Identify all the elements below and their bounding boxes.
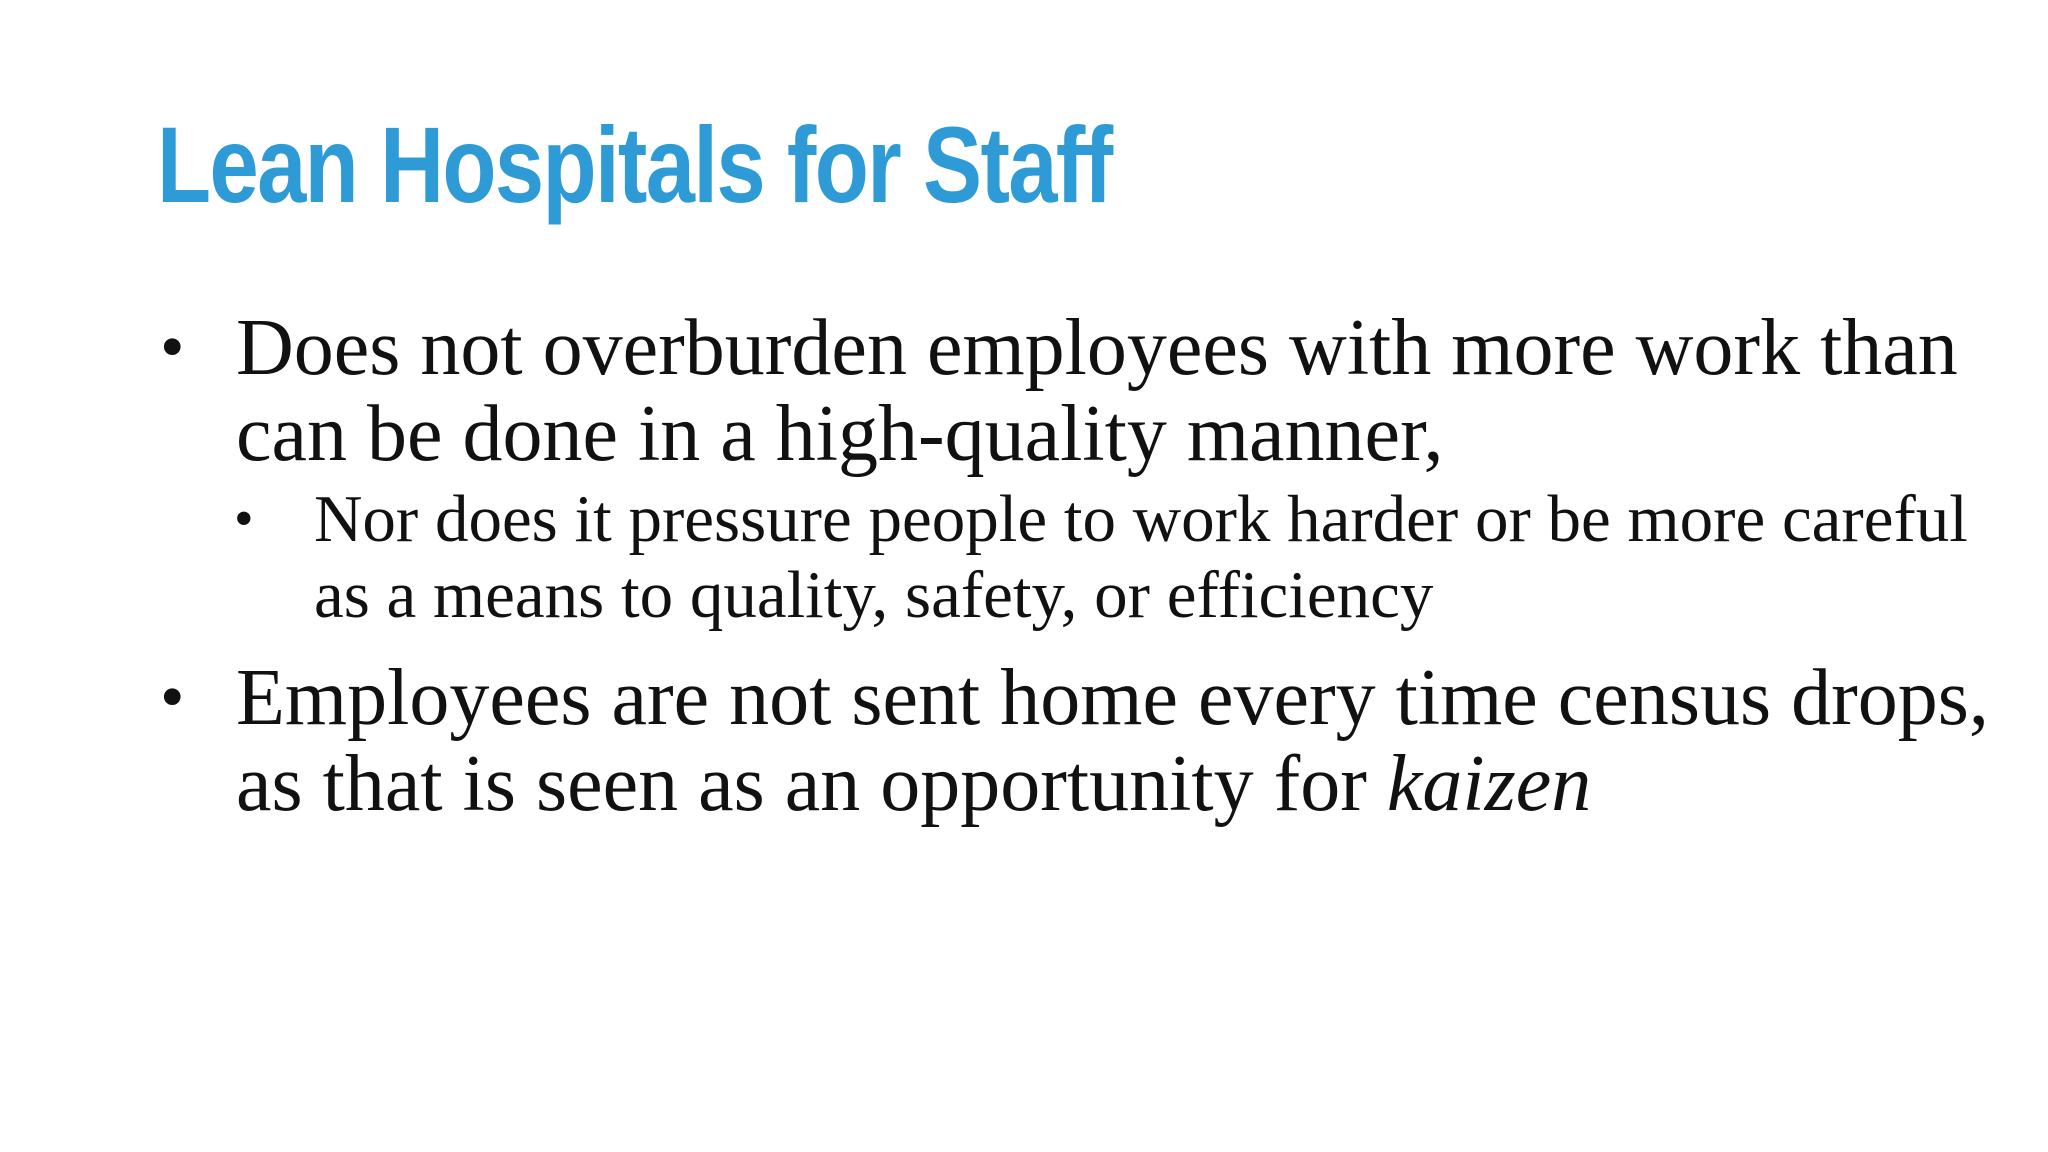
bullet-item [150, 305, 2000, 477]
bullet-text: Employees are not sent home every time census drops, as that is seen as an opportunity for [236, 654, 1989, 828]
bullet-item [150, 655, 2000, 827]
slide-title: Lean Hospitals for Staff [157, 104, 1112, 225]
sub-bullet-text: Nor does it pressure people to work harder or be more careful as a means to quality, safety, or efficiency [314, 482, 1968, 632]
bullet-icon: • [160, 309, 185, 386]
sub-bullet-icon: • [234, 488, 254, 550]
bullet-icon: • [160, 659, 185, 736]
bullet-text: Does not overburden employees with more work than can be done in a high-quality manner, [236, 304, 1958, 478]
slide-body [150, 305, 2000, 827]
sub-bullet-item [150, 481, 2000, 633]
bullet-italic-term: kaizen [1386, 740, 1592, 828]
